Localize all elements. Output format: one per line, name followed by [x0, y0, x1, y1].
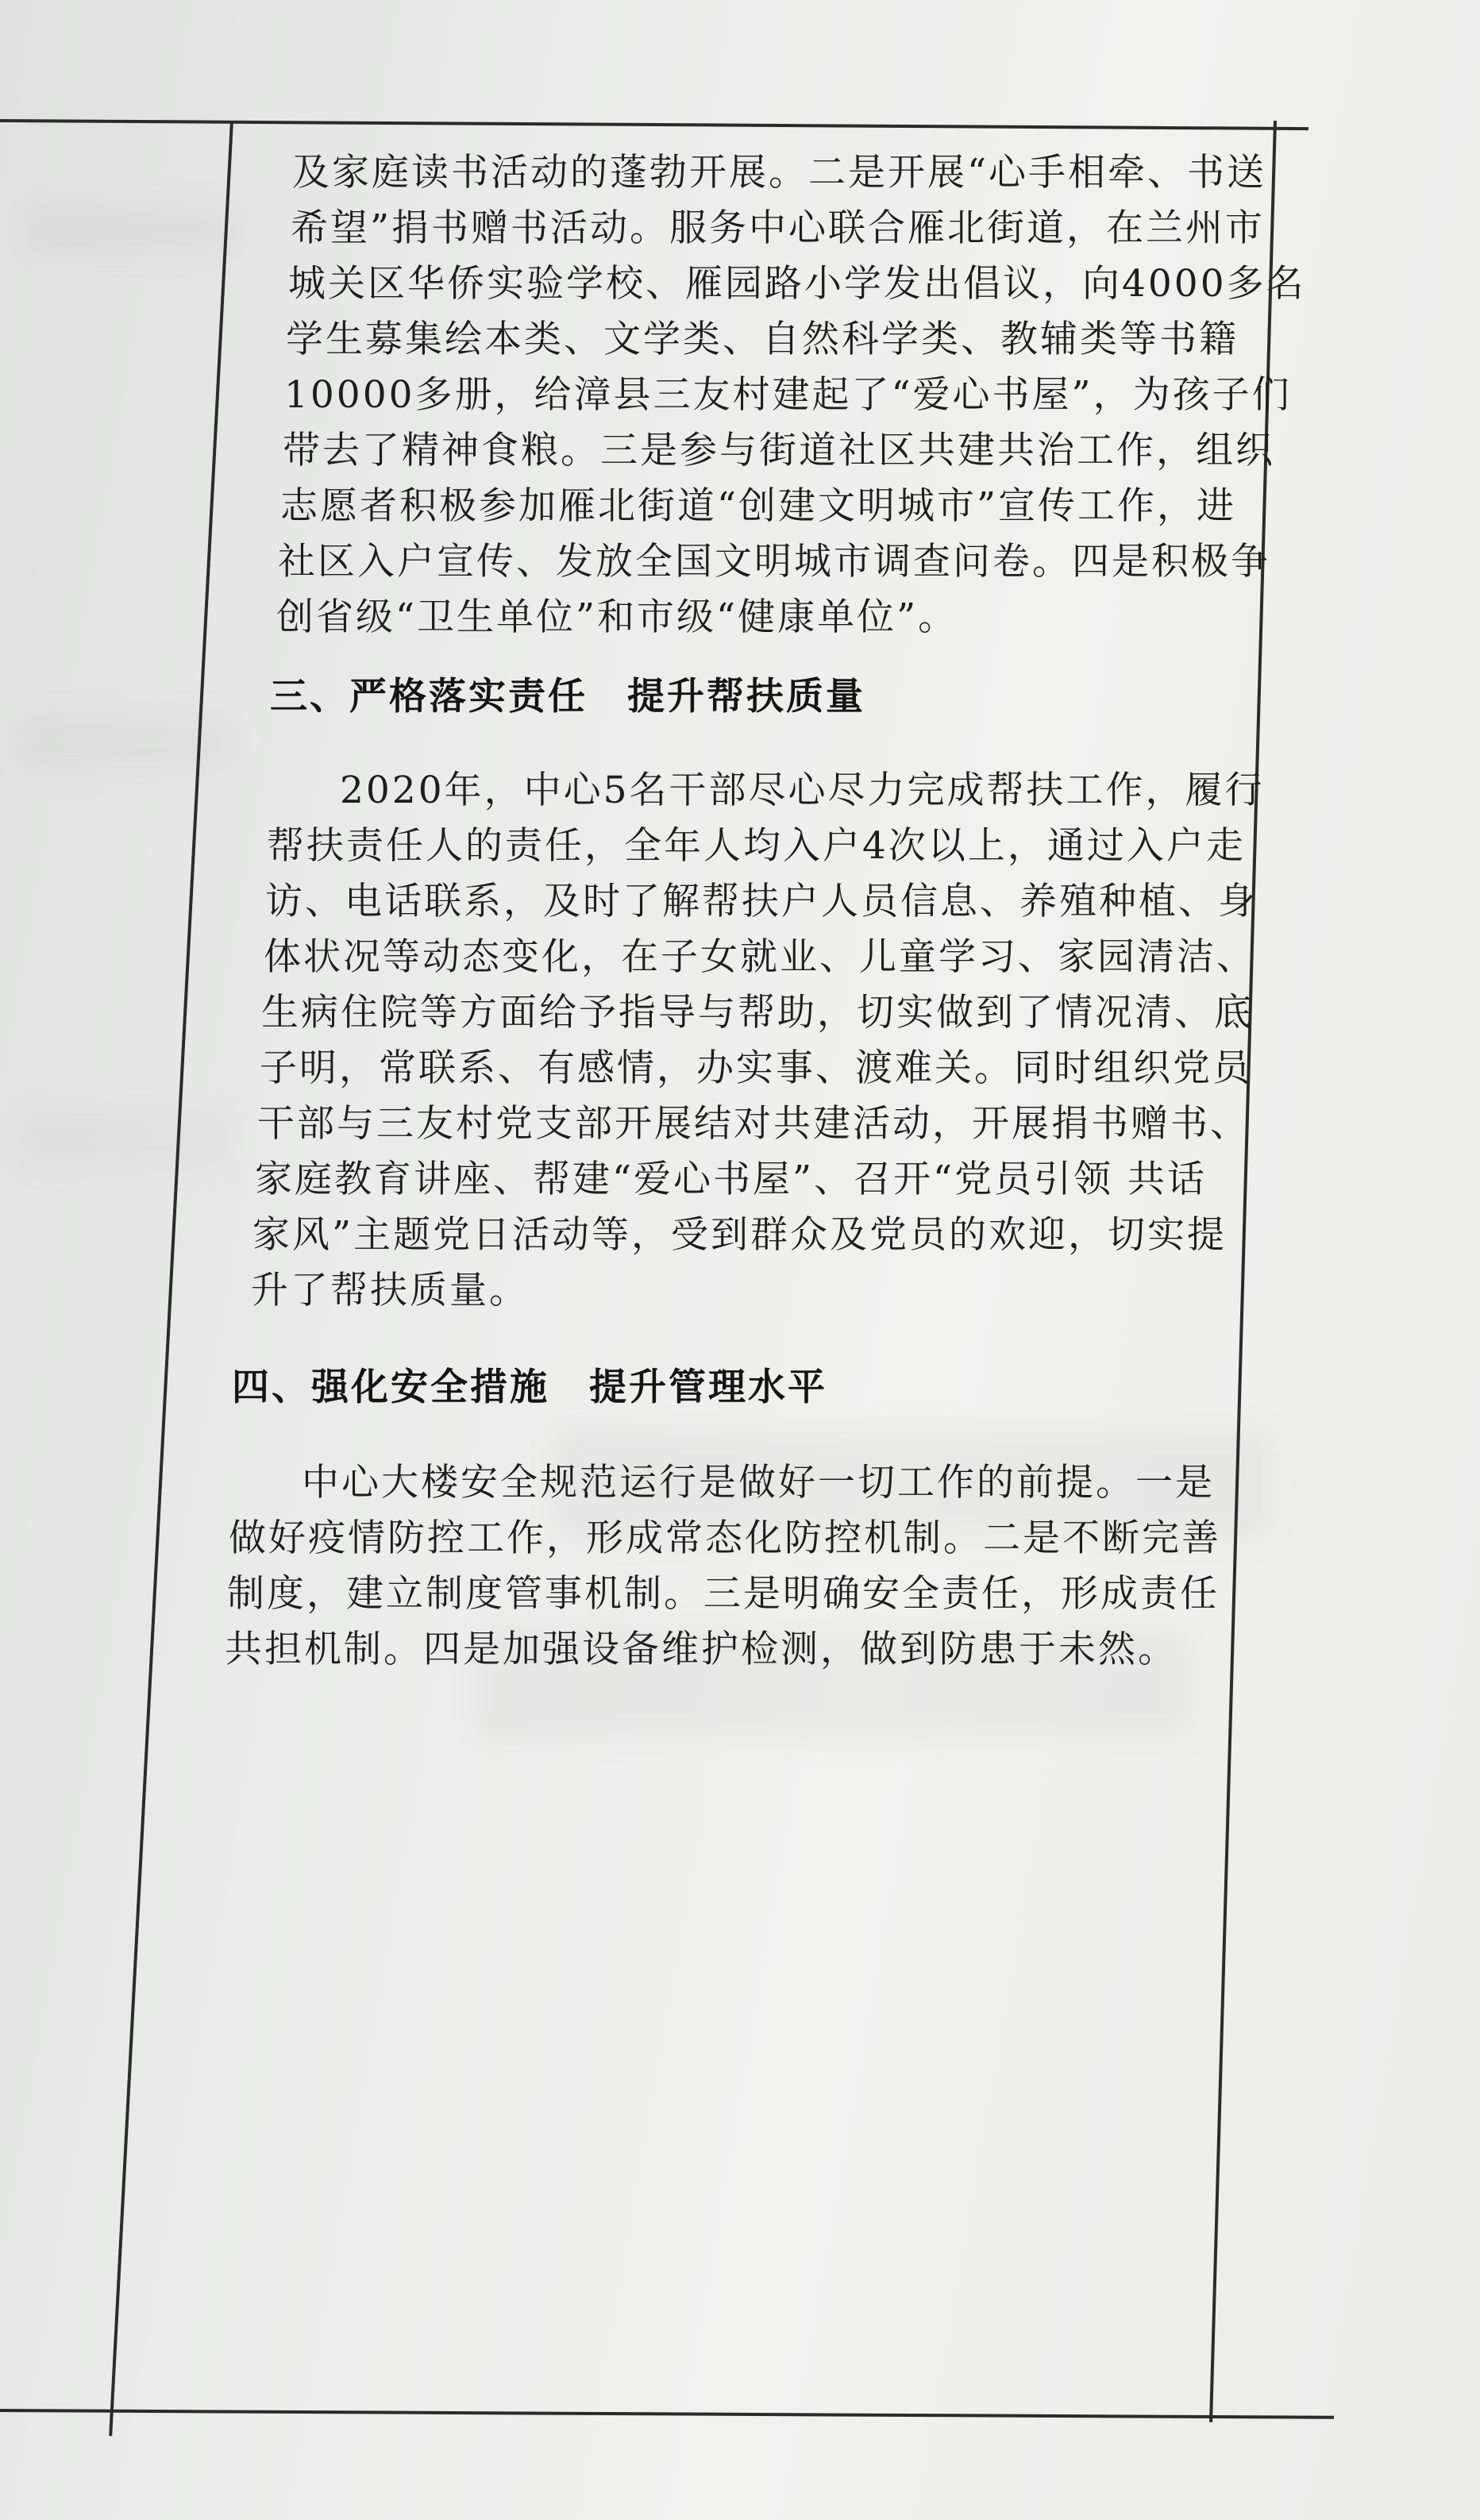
text-line: 做好疫情防控工作，形成常态化防控机制。二是不断完善 [229, 1516, 1221, 1560]
text-line: 制度，建立制度管事机制。三是明确安全责任，形成责任 [227, 1572, 1220, 1616]
text-line: 干部与三友村党支部开展结对共建活动，开展捐书赠书、 [257, 1102, 1250, 1146]
text-line: 家庭教育讲座、帮建“爱心书屋”、召开“党员引领 共话 [255, 1158, 1208, 1201]
text-line: 体状况等动态变化，在子女就业、儿童学习、家园清洁、 [264, 935, 1256, 979]
text-line: 社区入户宣传、发放全国文明城市调查问卷。四是积极争 [278, 540, 1270, 584]
text-line: 及家庭读书活动的蓬勃开展。二是开展“心手相牵、书送 [292, 151, 1267, 195]
text-line: 子明，常联系、有感情，办实事、渡难关。同时组织党员 [260, 1046, 1252, 1090]
text-line: 访、电话联系，及时了解帮扶户人员信息、养殖种植、身 [265, 880, 1258, 923]
table-border-top [0, 119, 1308, 130]
bleed-through-shadow [24, 1112, 230, 1167]
bleed-through-shadow [32, 206, 238, 254]
text-line: 带去了精神食粮。三是参与街道社区共建共治工作，组织 [283, 429, 1275, 472]
text-line: 升了帮扶质量。 [251, 1269, 529, 1312]
text-line: 创省级“卫生单位”和市级“健康单位”。 [276, 595, 958, 639]
bleed-through-shadow [16, 715, 238, 770]
text-line: 希望”捐书赠书活动。服务中心联合雁北街道，在兰州市 [291, 206, 1266, 250]
text-line: 2020年，中心5名干部尽心尽力完成帮扶工作，履行 [340, 769, 1265, 812]
text-line: 城关区华侨实验学校、雁园路小学发出倡议，向4000多名 [288, 262, 1306, 306]
table-border-left [109, 121, 233, 2436]
table-border-bottom [0, 2409, 1334, 2419]
text-line: 中心大楼安全规范运行是做好一切工作的前提。一是 [302, 1461, 1215, 1505]
text-line: 志愿者积极参加雁北街道“创建文明城市”宣传工作，进 [280, 484, 1237, 528]
text-line: 学生募集绘本类、文学类、自然科学类、教辅类等书籍 [286, 318, 1239, 361]
text-line: 生病住院等方面给予指导与帮助，切实做到了情况清、底 [261, 991, 1254, 1035]
text-line: 共担机制。四是加强设备维护检测，做到防患于未然。 [225, 1628, 1177, 1671]
section-heading-4: 四、强化安全措施 提升管理水平 [232, 1366, 827, 1409]
text-line: 帮扶责任人的责任，全年人均入户4次以上，通过入户走 [267, 824, 1246, 868]
text-line: 10000多册，给漳县三友村建起了“爱心书屋”，为孩子们 [284, 373, 1292, 417]
text-line: 家风”主题党日活动等，受到群众及党员的欢迎，切实提 [252, 1213, 1228, 1257]
section-heading-3: 三、严格落实责任 提升帮扶质量 [270, 675, 865, 719]
